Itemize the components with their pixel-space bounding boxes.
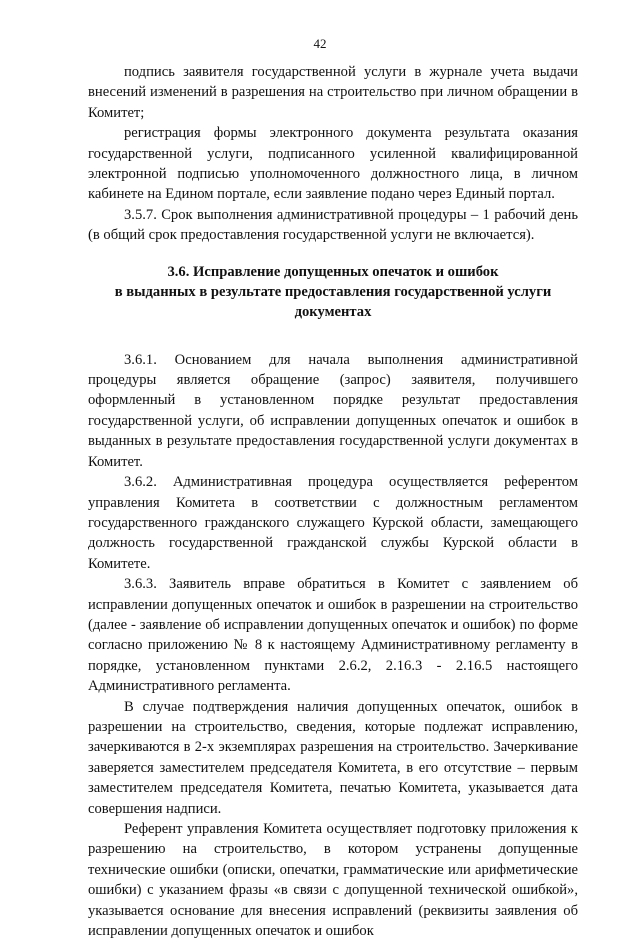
paragraph-confirmation: В случае подтверждения наличия допущенных опечаток, ошибок в разрешении на строительство, сведения, которые подлежат исправлению, зачеркиваются в 2-х экземплярах разрешения на строительство. Зачеркивание заверяется заместителем председателя Комитета, в его отсутствие – первым заместителем председателя Комитета, печатью Комитета, указывается дата совершения надписи.	[88, 698, 578, 817]
section-heading-line-3: документах	[294, 303, 372, 320]
page-number: 42	[313, 36, 327, 51]
paragraph-3-5-7: 3.5.7. Срок выполнения административной процедуры – 1 рабочий день (в общий срок предоставления государственной услуги не включается).	[88, 206, 578, 244]
section-heading-line-2: в выданных в результате предоставления государственной услуги	[114, 283, 552, 300]
section-heading-line-1: 3.6. Исправление допущенных опечаток и ошибок	[167, 263, 499, 280]
paragraph-registration: регистрация формы электронного документа результата оказания государственной услуги, подписанного усиленной квалифицированной электронной подписью уполномоченного должностного лица, в личном кабинете на Едином портале, если заявление подано через Единый портал.	[88, 125, 578, 203]
paragraph-referent: Референт управления Комитета осуществляет подготовку приложения к разрешению на строительство, в котором устранены допущенные технические ошибки (описки, опечатки, грамматические или арифметические ошибки) с указанием фразы «в связи с допущенной технической ошибкой», указывается основание для внесения исправлений (реквизиты заявления об исправлении допущенных опечаток и ошибок	[88, 821, 578, 940]
page-body	[88, 62, 578, 941]
paragraph-3-6-2: 3.6.2. Административная процедура осуществляется референтом управления Комитета в соответствии с должностным регламентом государственного гражданского служащего Курской области, замещающего должность государственной гражданской службы Курской области в Комитете.	[88, 474, 578, 572]
paragraph-3-6-1: 3.6.1. Основанием для начала выполнения административной процедуры является обращение (запрос) заявителя, получившего оформленный в установленном порядке результат предоставления государственной услуги, об исправлении допущенных опечаток и ошибок в выданных в результате предоставления государственной услуги документах в Комитет.	[88, 351, 578, 470]
paragraph-3-6-3: 3.6.3. Заявитель вправе обратиться в Комитет с заявлением об исправлении допущенных опечаток и ошибок в разрешении на строительство (далее - заявление об исправлении допущенных опечаток и ошибок) по форме согласно приложению № 8 к настоящему Административному регламенту в порядке, установленном пунктами 2.6.2, 2.16.3 - 2.16.5 настоящего Административного регламента.	[88, 576, 578, 695]
section-heading	[88, 262, 578, 322]
paragraph-signature: подпись заявителя государственной услуги в журнале учета выдачи внесений изменений в разрешения на строительство при личном обращении в Комитет;	[88, 64, 578, 121]
